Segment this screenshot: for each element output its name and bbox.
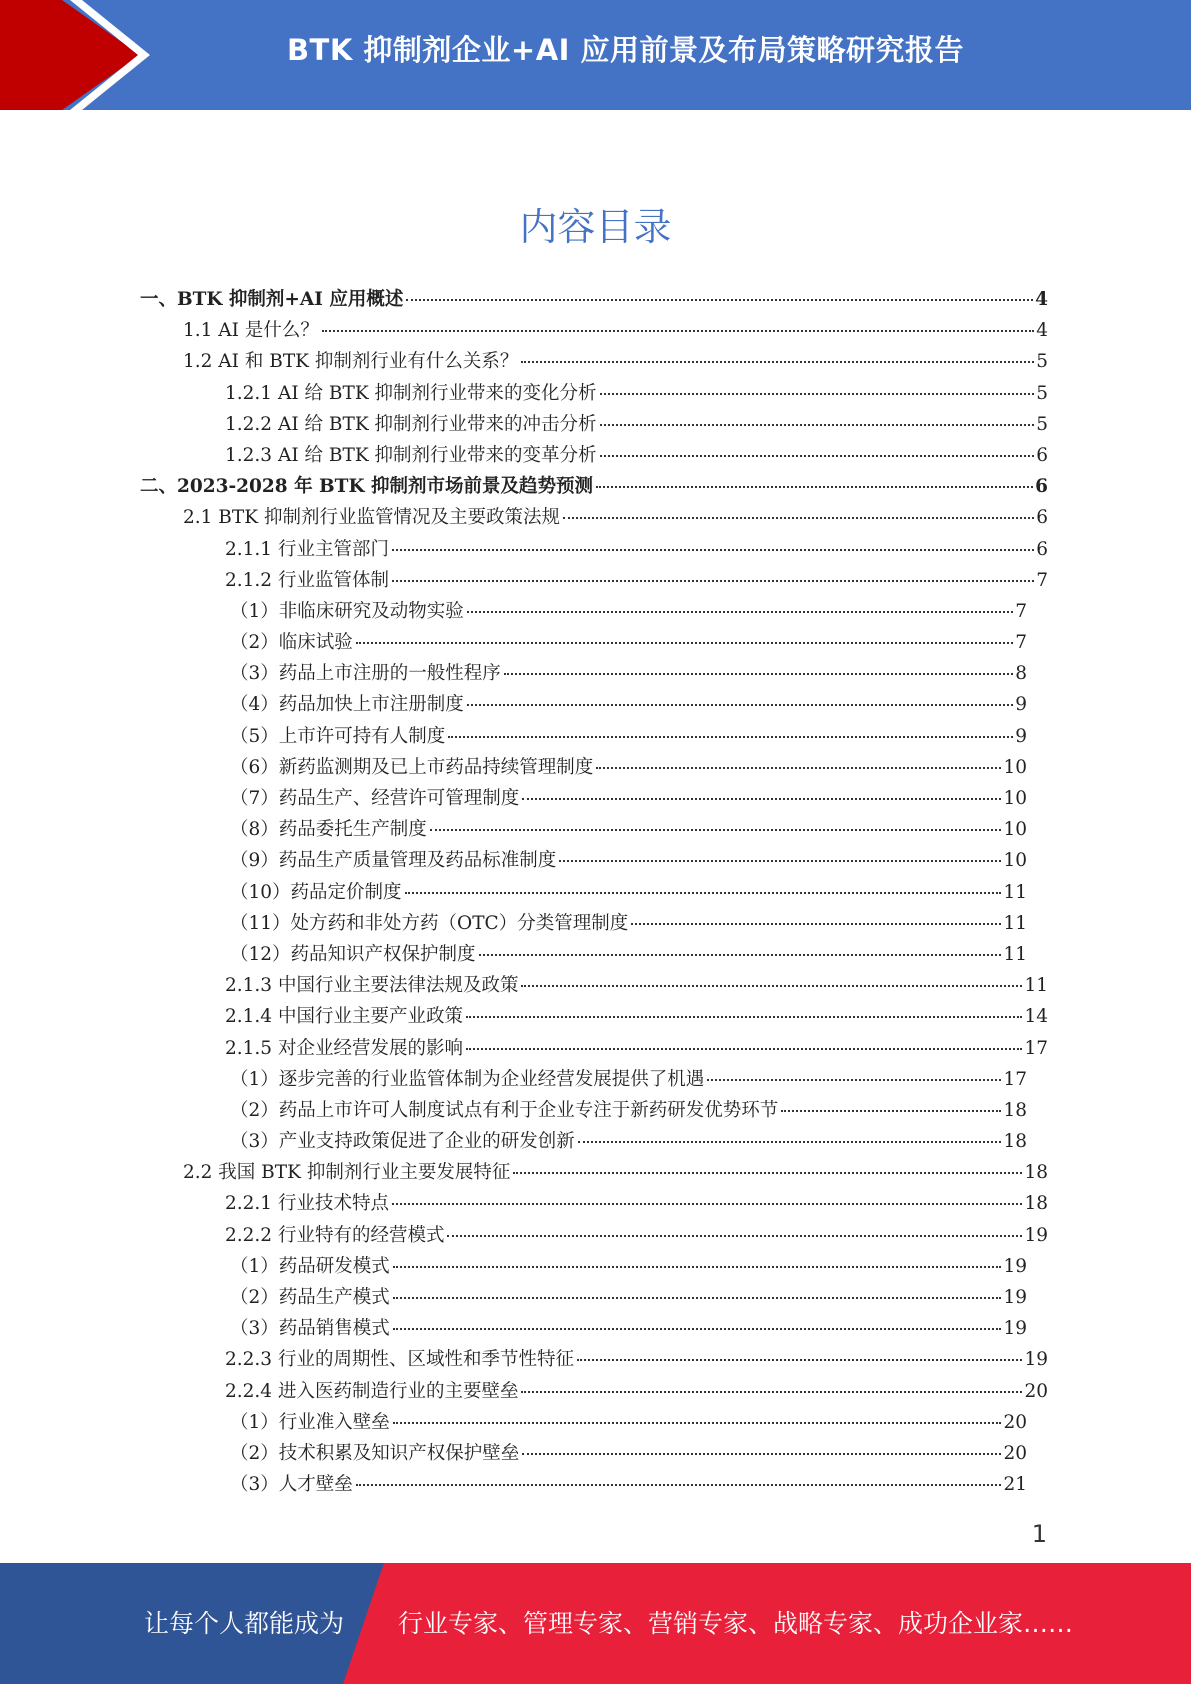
toc-entry-page: 4: [1035, 289, 1048, 310]
toc-entry-label: 2.1.3 中国行业主要法律法规及政策: [225, 975, 519, 997]
toc-entry[interactable]: [140, 815, 1048, 846]
toc-entry[interactable]: [140, 1158, 1048, 1189]
toc-entry[interactable]: [140, 597, 1048, 628]
toc-entry[interactable]: [140, 1439, 1048, 1470]
toc-entry-label: 2.2.2 行业特有的经营模式: [225, 1224, 445, 1246]
toc-dot-leader: [578, 1141, 1002, 1143]
toc-entry[interactable]: [140, 535, 1048, 566]
toc-entry-page: 19: [1003, 1318, 1027, 1340]
toc-dot-leader: [504, 673, 1013, 675]
toc-entry-label: 2.2 我国 BTK 抑制剂行业主要发展特征: [183, 1162, 511, 1184]
toc-dot-leader: [522, 1453, 1001, 1455]
toc-dot-leader: [600, 424, 1035, 426]
toc-entry[interactable]: [140, 1065, 1048, 1096]
toc-entry-label: （2）药品上市许可人制度试点有利于企业专注于新药研发优势环节: [230, 1099, 779, 1121]
toc-entry[interactable]: [140, 285, 1048, 316]
table-of-contents: [140, 285, 1048, 1501]
toc-dot-leader: [513, 1172, 1022, 1174]
toc-dot-leader: [322, 330, 1034, 332]
footer-slogan-left: 让每个人都能成为: [144, 1609, 345, 1638]
toc-dot-leader: [596, 767, 1001, 769]
toc-entry[interactable]: [140, 1283, 1048, 1314]
toc-entry-page: 7: [1015, 632, 1027, 654]
toc-entry-page: 20: [1003, 1411, 1027, 1433]
toc-entry[interactable]: [140, 1408, 1048, 1439]
toc-entry-label: （7）药品生产、经营许可管理制度: [230, 788, 520, 809]
toc-entry-page: 21: [1003, 1474, 1027, 1496]
toc-dot-leader: [430, 829, 1002, 831]
toc-entry-label: （11）处方药和非处方药（OTC）分类管理制度: [230, 912, 629, 934]
toc-entry-page: 18: [1024, 1193, 1048, 1215]
toc-title: 内容目录: [519, 205, 672, 249]
toc-entry-page: 18: [1003, 1099, 1027, 1121]
toc-entry[interactable]: [140, 1345, 1048, 1376]
toc-entry-page: 10: [1003, 819, 1027, 841]
toc-dot-leader: [447, 1235, 1022, 1237]
toc-entry-page: 19: [1003, 1255, 1027, 1277]
toc-entry-label: 二、2023-2028 年 BTK 抑制剂市场前景及趋势预测: [140, 476, 593, 498]
toc-entry-label: （3）药品销售模式: [230, 1318, 390, 1340]
toc-entry-page: 14: [1024, 1006, 1048, 1028]
toc-entry-page: 19: [1003, 1287, 1027, 1308]
toc-entry[interactable]: [140, 971, 1048, 1002]
toc-entry[interactable]: [140, 1189, 1048, 1220]
toc-entry-page: 10: [1003, 756, 1027, 778]
toc-dot-leader: [466, 1016, 1022, 1018]
toc-entry-label: （5）上市许可持有人制度: [230, 725, 446, 747]
toc-entry-page: 6: [1035, 476, 1048, 498]
toc-dot-leader: [577, 1359, 1022, 1361]
toc-dot-leader: [393, 1422, 1002, 1424]
toc-entry-page: 18: [1024, 1162, 1048, 1184]
toc-entry[interactable]: [140, 909, 1048, 940]
report-header: [0, 0, 1191, 110]
toc-entry[interactable]: [140, 753, 1048, 784]
toc-entry[interactable]: [140, 1377, 1048, 1408]
toc-entry-label: 2.2.3 行业的周期性、区域性和季节性特征: [225, 1349, 574, 1371]
toc-dot-leader: [707, 1079, 1001, 1081]
footer-slogan-right: 行业专家、管理专家、营销专家、战略专家、成功企业家……: [398, 1609, 1074, 1638]
toc-entry[interactable]: [140, 722, 1048, 753]
toc-dot-leader: [563, 517, 1034, 519]
toc-dot-leader: [405, 892, 1002, 894]
toc-dot-leader: [781, 1110, 1001, 1112]
toc-dot-leader: [406, 299, 1033, 301]
toc-entry-label: （2）临床试验: [230, 632, 353, 654]
toc-entry[interactable]: [140, 566, 1048, 597]
toc-dot-leader: [521, 361, 1034, 363]
toc-entry-page: 11: [1003, 912, 1027, 934]
toc-entry-page: 5: [1036, 351, 1048, 373]
toc-entry-page: 18: [1003, 1131, 1027, 1153]
toc-entry-page: 7: [1015, 600, 1027, 622]
toc-entry-page: 8: [1015, 663, 1027, 685]
page-number: 1: [1031, 1520, 1047, 1548]
toc-entry[interactable]: [140, 1002, 1048, 1033]
toc-entry-label: 2.1.2 行业监管体制: [225, 569, 389, 591]
toc-entry[interactable]: [140, 1314, 1048, 1345]
toc-dot-leader: [596, 486, 1033, 488]
toc-entry-label: （9）药品生产质量管理及药品标准制度: [230, 850, 557, 872]
toc-entry-page: 20: [1003, 1442, 1027, 1464]
toc-dot-leader: [600, 455, 1035, 457]
toc-dot-leader: [356, 642, 1013, 644]
toc-entry-label: （3）药品上市注册的一般性程序: [230, 663, 501, 685]
toc-entry-page: 10: [1003, 850, 1027, 872]
toc-entry[interactable]: [140, 347, 1048, 378]
toc-entry-label: 2.1 BTK 抑制剂行业监管情况及主要政策法规: [183, 507, 560, 529]
toc-entry[interactable]: [140, 878, 1048, 909]
toc-entry-page: 6: [1036, 444, 1048, 466]
toc-entry[interactable]: [140, 316, 1048, 347]
toc-entry[interactable]: [140, 784, 1048, 815]
toc-entry-label: 1.2 AI 和 BTK 抑制剂行业有什么关系？: [183, 351, 519, 373]
toc-dot-leader: [393, 1297, 1002, 1299]
toc-entry-page: 9: [1015, 725, 1027, 747]
toc-dot-leader: [600, 393, 1035, 395]
toc-dot-leader: [466, 1048, 1022, 1050]
toc-entry-label: 2.1.4 中国行业主要产业政策: [225, 1006, 463, 1028]
toc-dot-leader: [448, 736, 1013, 738]
toc-dot-leader: [467, 611, 1013, 613]
toc-entry-label: （1）非临床研究及动物实验: [230, 600, 464, 622]
toc-dot-leader: [392, 580, 1034, 582]
toc-entry-page: 11: [1003, 881, 1027, 903]
report-title: BTK 抑制剂企业+AI 应用前景及布局策略研究报告: [286, 33, 965, 67]
toc-entry-page: 6: [1036, 507, 1048, 529]
toc-entry-page: 6: [1036, 538, 1048, 560]
toc-entry[interactable]: [140, 441, 1048, 472]
toc-dot-leader: [631, 923, 1001, 925]
header-arrow-mark: [0, 0, 150, 110]
toc-entry-page: 9: [1015, 694, 1027, 716]
toc-dot-leader: [521, 985, 1022, 987]
toc-dot-leader: [392, 1203, 1022, 1205]
toc-entry-page: 11: [1024, 975, 1048, 997]
toc-entry-label: （4）药品加快上市注册制度: [230, 694, 464, 716]
toc-entry-page: 5: [1036, 382, 1048, 404]
toc-entry-page: 7: [1036, 569, 1048, 591]
toc-entry[interactable]: [140, 1127, 1048, 1158]
toc-dot-leader: [559, 860, 1001, 862]
toc-dot-leader: [392, 549, 1034, 551]
toc-dot-leader: [356, 1484, 1002, 1486]
toc-entry-label: 1.2.3 AI 给 BTK 抑制剂行业带来的变革分析: [225, 444, 597, 466]
toc-entry-label: （6）新药监测期及已上市药品持续管理制度: [230, 756, 594, 778]
toc-entry-label: （12）药品知识产权保护制度: [230, 943, 476, 965]
toc-entry-label: 2.1.5 对企业经营发展的影响: [225, 1037, 463, 1059]
toc-entry-label: 2.1.1 行业主管部门: [225, 538, 389, 560]
toc-entry-label: （1）行业准入壁垒: [230, 1411, 390, 1433]
toc-entry[interactable]: [140, 1096, 1048, 1127]
toc-entry-page: 19: [1024, 1349, 1048, 1371]
toc-entry-page: 20: [1024, 1380, 1048, 1402]
toc-entry[interactable]: [140, 1470, 1048, 1501]
toc-dot-leader: [393, 1266, 1002, 1268]
toc-entry[interactable]: [140, 503, 1048, 534]
toc-entry-label: 1.2.2 AI 给 BTK 抑制剂行业带来的冲击分析: [225, 413, 597, 435]
toc-entry[interactable]: [140, 940, 1048, 971]
toc-entry-page: 10: [1003, 788, 1027, 809]
toc-entry-label: （10）药品定价制度: [230, 881, 402, 903]
toc-entry[interactable]: [140, 846, 1048, 877]
toc-entry-label: （2）技术积累及知识产权保护壁垒: [230, 1442, 520, 1464]
toc-entry-label: 一、BTK 抑制剂+AI 应用概述: [140, 289, 404, 310]
toc-entry-label: （8）药品委托生产制度: [230, 819, 427, 841]
toc-entry-page: 19: [1024, 1224, 1048, 1246]
toc-entry-page: 17: [1003, 1068, 1027, 1090]
toc-entry-page: 4: [1036, 320, 1048, 342]
toc-dot-leader: [521, 1391, 1022, 1393]
toc-entry-label: 1.1 AI 是什么？: [183, 320, 319, 342]
toc-entry-label: 2.2.1 行业技术特点: [225, 1193, 389, 1215]
toc-dot-leader: [393, 1328, 1002, 1330]
toc-entry-label: 2.2.4 进入医药制造行业的主要壁垒: [225, 1380, 519, 1402]
toc-entry-label: （1）逐步完善的行业监管体制为企业经营发展提供了机遇: [230, 1068, 705, 1090]
toc-entry[interactable]: [140, 628, 1048, 659]
toc-dot-leader: [522, 798, 1001, 800]
toc-entry-page: 5: [1036, 413, 1048, 435]
toc-entry[interactable]: [140, 472, 1048, 503]
toc-entry-label: （3）人才壁垒: [230, 1474, 353, 1496]
toc-entry-label: （2）药品生产模式: [230, 1287, 390, 1308]
toc-entry-page: 17: [1024, 1037, 1048, 1059]
toc-entry[interactable]: [140, 659, 1048, 690]
toc-dot-leader: [467, 704, 1013, 706]
toc-entry[interactable]: [140, 410, 1048, 441]
toc-entry[interactable]: [140, 1034, 1048, 1065]
report-footer: [0, 1563, 1191, 1684]
toc-entry[interactable]: [140, 1221, 1048, 1252]
toc-entry[interactable]: [140, 1252, 1048, 1283]
toc-entry-label: （1）药品研发模式: [230, 1255, 390, 1277]
toc-entry-label: （3）产业支持政策促进了企业的研发创新: [230, 1131, 575, 1153]
toc-entry-page: 11: [1003, 943, 1027, 965]
toc-dot-leader: [479, 954, 1002, 956]
toc-entry-label: 1.2.1 AI 给 BTK 抑制剂行业带来的变化分析: [225, 382, 597, 404]
toc-entry[interactable]: [140, 690, 1048, 721]
toc-entry[interactable]: [140, 379, 1048, 410]
